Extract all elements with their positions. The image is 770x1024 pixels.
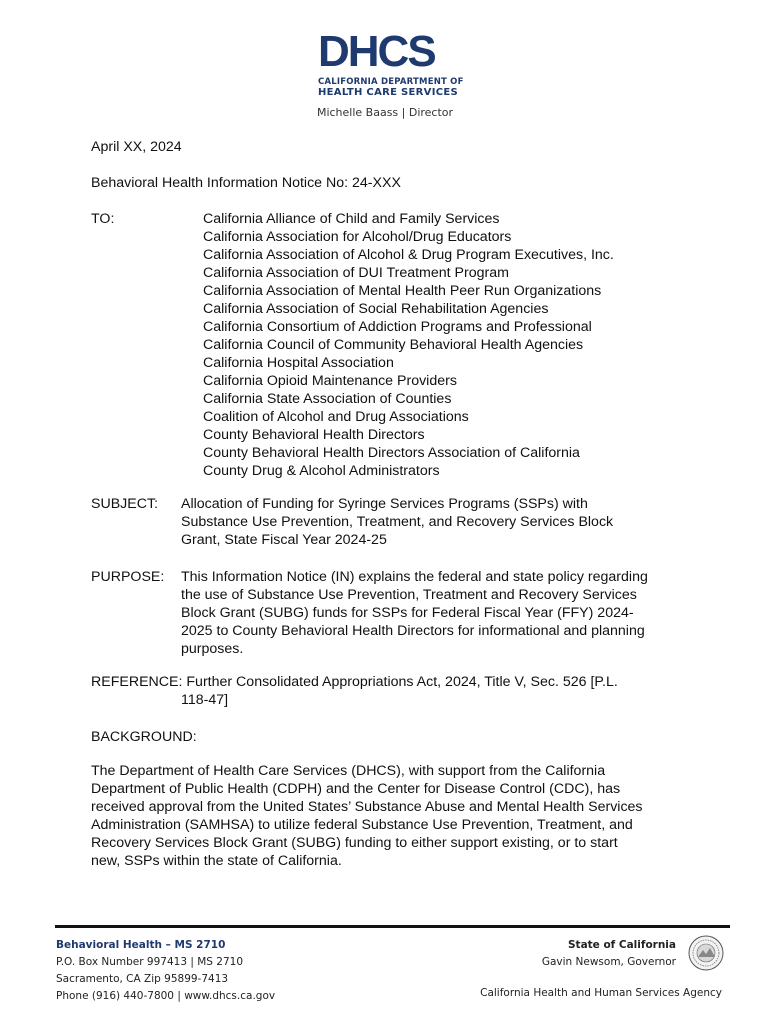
purpose-line: This Information Notice (IN) explains the federal and state policy regarding bbox=[181, 569, 648, 585]
reference-line-continued: 118-47] bbox=[181, 692, 229, 708]
purpose-line: Block Grant (SUBG) funds for SSPs for Federal Fiscal Year (FFY) 2024- bbox=[181, 605, 634, 621]
logo-line-department: CALIFORNIA DEPARTMENT OF bbox=[318, 77, 464, 87]
background-line: Administration (SAMHSA) to utilize federal Substance Use Prevention, Treatment, and bbox=[91, 817, 633, 833]
recipient-list bbox=[203, 210, 614, 480]
recipient-item: California Alliance of Child and Family Services bbox=[203, 211, 500, 227]
subject-line: Substance Use Prevention, Treatment, and Recovery Services Block bbox=[181, 514, 614, 530]
california-seal-icon bbox=[688, 935, 724, 971]
subject-line: Grant, State Fiscal Year 2024-25 bbox=[181, 532, 387, 548]
notice-number: Behavioral Health Information Notice No: 24-XXX bbox=[91, 175, 401, 191]
footer-state-info bbox=[542, 937, 676, 971]
background-paragraph bbox=[91, 762, 643, 870]
recipient-item: California Association of Mental Health Peer Run Organizations bbox=[203, 283, 602, 299]
recipient-item: County Behavioral Health Directors bbox=[203, 427, 425, 443]
recipient-item: California Hospital Association bbox=[203, 355, 394, 371]
recipient-item: California Association of Alcohol & Drug Program Executives, Inc. bbox=[203, 247, 614, 263]
recipient-item: California Association of DUI Treatment Program bbox=[203, 265, 509, 281]
background-line: received approval from the United States’ Substance Abuse and Mental Health Services bbox=[91, 799, 643, 815]
background-line: Department of Public Health (CDPH) and the Center for Disease Control (CDC), has bbox=[91, 781, 621, 797]
footer-state: State of California bbox=[567, 939, 676, 951]
purpose-line: the use of Substance Use Prevention, Treatment and Recovery Services bbox=[181, 587, 637, 603]
footer-governor: Gavin Newsom, Governor bbox=[541, 956, 676, 968]
recipient-item: County Behavioral Health Directors Association of California bbox=[203, 445, 580, 461]
background-line: Recovery Services Block Grant (SUBG) funding to either support existing, or to start bbox=[91, 835, 618, 851]
footer-address bbox=[56, 937, 275, 1005]
recipient-item: California Association for Alcohol/Drug Educators bbox=[203, 229, 512, 245]
reference-line: REFERENCE: Further Consolidated Appropriations Act, 2024, Title V, Sec. 526 [P.L. bbox=[91, 674, 618, 690]
recipient-item: Coalition of Alcohol and Drug Associations bbox=[203, 409, 469, 425]
recipient-item: California State Association of Counties bbox=[203, 391, 452, 407]
logo-wordmark: DHCS bbox=[318, 27, 435, 76]
footer-contact: Phone (916) 440-7800 | www.dhcs.ca.gov bbox=[56, 990, 276, 1002]
recipient-item: California Council of Community Behavioral Health Agencies bbox=[203, 337, 584, 353]
subject-label: SUBJECT: bbox=[91, 496, 159, 512]
footer-po-box: P.O. Box Number 997413 | MS 2710 bbox=[56, 956, 244, 968]
footer-divider bbox=[55, 925, 730, 928]
recipient-item: California Consortium of Addiction Programs and Professional bbox=[203, 319, 592, 335]
to-label: TO: bbox=[91, 211, 115, 227]
footer-agency: California Health and Human Services Agency bbox=[480, 987, 722, 999]
background-line: The Department of Health Care Services (DHCS), with support from the California bbox=[91, 763, 606, 779]
subject-line: Allocation of Funding for Syringe Services Programs (SSPs) with bbox=[181, 496, 588, 512]
footer-city: Sacramento, CA Zip 95899-7413 bbox=[56, 973, 229, 985]
logo-line-health-care-services: HEALTH CARE SERVICES bbox=[318, 87, 458, 98]
dhcs-logo bbox=[318, 27, 464, 100]
purpose-label: PURPOSE: bbox=[91, 569, 165, 585]
director-line: Michelle Baass | Director bbox=[316, 106, 454, 119]
recipient-item: California Opioid Maintenance Providers bbox=[203, 373, 457, 389]
purpose-line: purposes. bbox=[181, 641, 244, 657]
background-heading: BACKGROUND: bbox=[91, 729, 197, 745]
recipient-item: County Drug & Alcohol Administrators bbox=[203, 463, 440, 479]
background-line: new, SSPs within the state of California. bbox=[91, 853, 342, 869]
recipient-item: California Association of Social Rehabilitation Agencies bbox=[203, 301, 549, 317]
purpose-text bbox=[181, 568, 648, 658]
subject-text bbox=[181, 495, 613, 549]
footer-division: Behavioral Health – MS 2710 bbox=[56, 939, 226, 951]
letter-date: April XX, 2024 bbox=[91, 139, 182, 155]
purpose-line: 2025 to County Behavioral Health Directors for informational and planning bbox=[181, 623, 645, 639]
